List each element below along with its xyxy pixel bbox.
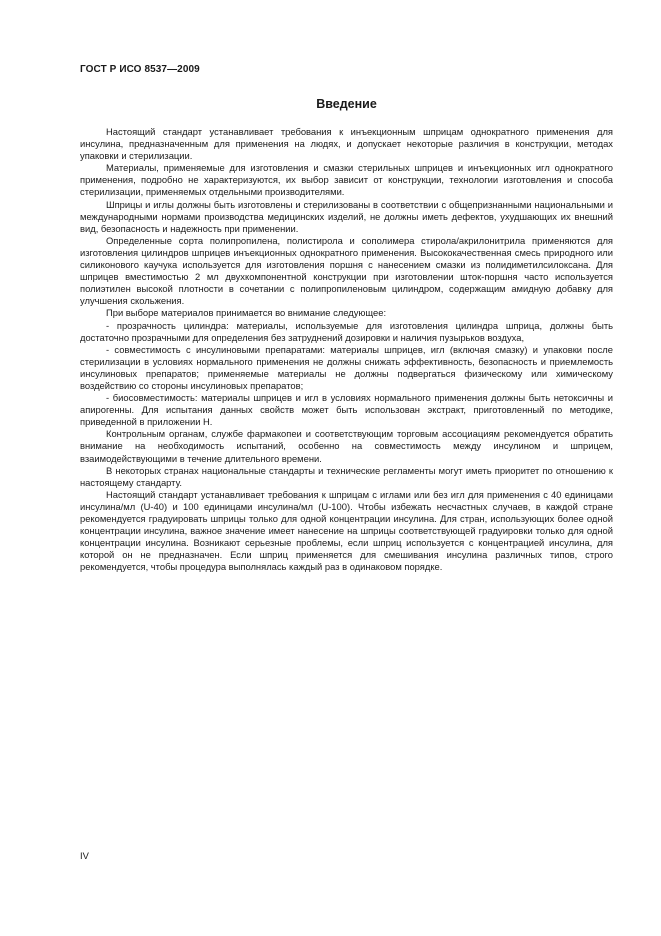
list-item-biocompatibility: - биосовместимость: материалы шприцев и игл в условиях нормального применения должны быть нетоксичны и апирогенны. Для испытания данных свойств может быть использован экстракт, приготовленный по методике, приведенной в приложении Н. (80, 392, 613, 428)
paragraph-manufacturing-norms: Шприцы и иглы должны быть изготовлены и стерилизованы в соответствии с общепризнанными национальными и международными нормами производства медицинских изделий, не должны иметь дефектов, ухудшающих их внешний вид, безопасность и надежность при применении. (80, 198, 613, 234)
standard-id-header: ГОСТ Р ИСО 8537—2009 (80, 64, 200, 75)
list-item-transparency: - прозрачность цилиндра: материалы, используемые для изготовления цилиндра шприца, должны быть достаточно прозрачными для определения без затруднений дозировки и наличия пузырьков воздуха, (80, 319, 613, 343)
paragraph-material-selection: При выборе материалов принимается во внимание следующее: (106, 307, 387, 319)
list-item-insulin-compatibility: - совместимость с инсулиновыми препаратами: материалы шприцев, игл (включая смазку) и упаковки после стерилизации в условиях нормального применения не должны снижать эффективность, безопасность и приемлемость инсулиновых препаратов; применяемые материалы не должны подвергаться физическому или химическому воздействию со стороны инсулиновых препаратов; (80, 343, 613, 391)
paragraph-materials: Материалы, применяемые для изготовления и смазки стерильных шприцев и инъекционных игл однократного применения, подробно не характеризуются, их выбор зависит от конструкции, технологии изготовления и способа стерилизации, применяемых отдельными производителями. (80, 162, 613, 198)
paragraph-scope: Настоящий стандарт устанавливает требования к инъекционным шприцам однократного применения для инсулина, предназначенным для применения на людях, и допускает некоторые различия в конструкции, методах упаковки и стерилизации. (80, 126, 613, 162)
paragraph-national-standards: В некоторых странах национальные стандарты и технические регламенты могут иметь приоритет по отношению к настоящему стандарту. (80, 464, 613, 488)
paragraph-control-bodies: Контрольным органам, службе фармакопеи и соответствующим торговым ассоциациям рекомендуется обратить внимание на необходимость испытаний, особенно на совместимость между инсулином и шприцем, взаимодействующими в течение длительного времени. (80, 428, 613, 464)
paragraph-polymers: Определенные сорта полипропилена, полистирола и сополимера стирола/акрилонитрила применяются для изготовления цилиндров шприцев инъекционных однократного применения. Высококачественная смесь природного или силиконового каучука используется для изготовления поршня с нанесением смазки из полидиметилсилоксана. Для шприцев вместимостью 2 мл двухкомпонентной конструкции при изготовлении шток-поршня часто используется полиэтилен высокой плотности в сочетании с полипропиленовым цилиндром, содержащим амидную добавку для улучшения скольжения. (80, 234, 613, 307)
section-title: Введение (316, 97, 377, 111)
paragraph-insulin-concentration: Настоящий стандарт устанавливает требования к шприцам с иглами или без игл для применения с 40 единицами инсулина/мл (U-40) и 100 единицами инсулина/мл (U-100). Чтобы избежать несчастных случаев, в каждой стране рекомендуется градуировать шприцы только для одной концентрации инсулина. Для стран, использующих более одной концентрации инсулина, важное значение имеет нанесение на шприцы соответствующей градуировки только для одной концентрации инсулина. Возникают серьезные проблемы, если шприц используется с концентрацией инсулина, для которой он не предназначен. Если шприц применяется для смешивания инсулина различных типов, строго рекомендуется, чтобы процедура выполнялась каждый раз в одинаковом порядке. (80, 488, 613, 573)
introduction-body (80, 126, 613, 573)
page-number: IV (80, 850, 89, 861)
